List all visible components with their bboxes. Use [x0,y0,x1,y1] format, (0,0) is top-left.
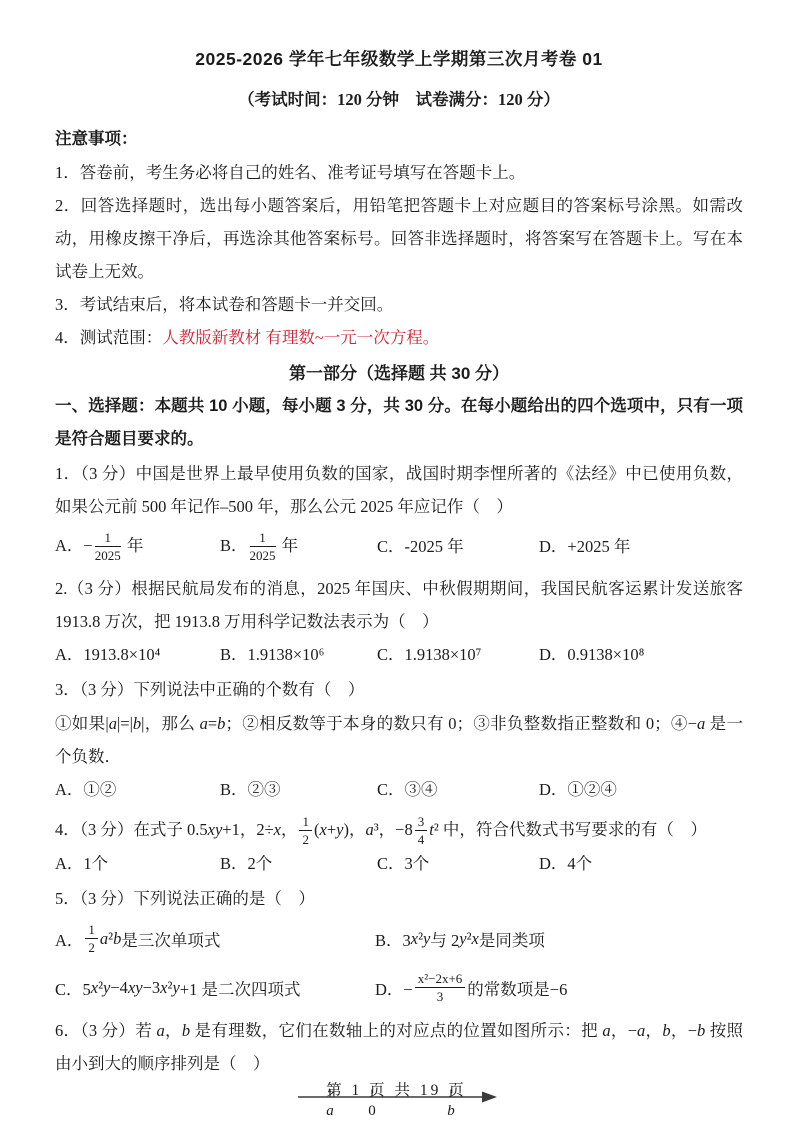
question-5-option-b: B．3 x ² y 与 2 y ² x 是同类项 [375,929,545,951]
question-6-stem: 6．（3 分）若 a，b 是有理数，它们在数轴上的对应点的位置如图所示：把 a，−a，b，−b 按照由小到大的顺序排列是（ ） [55,1020,744,1073]
question-4-option-a: A．1个 [55,853,109,873]
notice-item-2: 2．回答选择题时，选出每小题答案后，用铅笔把答题卡上对应题目的答案标号涂黑。如需改动，用橡皮擦干净后，再选涂其他答案标号。回答非选择题时，将答案写在答题卡上。写在本试卷上无效。 [55,196,743,281]
number-line-label-a: a [326,1102,334,1119]
test-scope-highlight: 人教版新教材 有理数~一元一次方程。 [162,328,440,347]
question-3-option-a: A．①② [55,780,117,799]
question-3-stem: 3．（3 分）下列说法中正确的个数有（ ） [55,680,365,699]
notice-item-1: 1．答卷前，考生务必将自己的姓名、准考证号填写在答题卡上。 [55,163,526,182]
question-4-option-d: D．4个 [539,853,593,873]
question-4-options [55,847,743,881]
notice-heading: 注意事项： [55,130,138,148]
notice-item-4-prefix: 4．测试范围： [55,328,163,347]
question-3-options [55,773,743,807]
question-1-stem: 1．（3 分）中国是世界上最早使用负数的国家，战国时期李悝所著的《法经》中已使用负数，如果公元前 500 年记作–500 年，那么公元 2025 年应记作（ ） [55,464,743,516]
question-1-options [55,523,743,571]
question-2-option-a: A．1913.8×10⁴ [55,645,161,664]
question-5-option-c: C．5 x ² y −4 xy −3 x ² y +1 是二次四项式 [55,978,301,1000]
question-4-stem: 4．（3 分）在式子 0.5xy+1，2÷x， $\frac{1}{2}$ (x+y)，a³，−8 $\frac{3}{4}$ t² 中，符合代数式书写要求的有（ ） [55,813,707,847]
question-1-option-d: D．+2025 年 [539,537,631,556]
question-5-options [55,915,743,1013]
question-2-options [55,638,743,672]
question-3-claims: ①如果|a|=|b|，那么 a=b；②相反数等于本身的数只有 0；③非负整数指正整数和 0；④−a 是一个负数． [55,714,743,766]
question-2-option-b: B．1.9138×10⁶ [220,645,325,664]
question-1-option-c: C．-2025 年 [377,537,464,556]
question-2-stem: 2.（3 分）根据民航局发布的消息，2025 年国庆、中秋假期期间，我国民航客运累计发送旅客 1913.8 万次，把 1913.8 万用科学记数法表示为（ ） [55,579,743,631]
exam-subtitle: （考试时间：120 分钟 试卷满分：120 分） [238,90,560,109]
question-5-option-a: A． $\frac{1}{2}$ a ² b 是三次单项式 [55,921,221,955]
question-1-option-a: A．− $\frac{1}{2025}$ 年 [55,529,144,563]
question-4-option-c: C．3个 [377,853,430,873]
question-3-option-d: D．①②④ [539,780,617,799]
number-line-label-b: b [447,1102,455,1119]
question-5-stem: 5．（3 分）下列说法正确的是（ ） [55,888,315,908]
question-4-option-b: B．2个 [220,853,273,873]
question-2-option-c: C．1.9138×10⁷ [377,645,482,664]
page-title: 2025-2026 学年七年级数学上学期第三次月考卷 01 [195,49,603,69]
question-2-option-d: D．0.9138×10⁸ [539,645,645,664]
question-1-option-b: B． $\frac{1}{2025}$ 年 [220,529,299,563]
notice-item-3: 3．考试结束后，将本试卷和答题卡一并交回。 [55,295,394,314]
notice-item-4 [55,321,743,354]
section-1-intro: 一、选择题：本题共 10 小题，每小题 3 分，共 30 分。在每小题给出的四个选项中，只有一项是符合题目要求的。 [55,397,743,448]
question-3-option-b: B．②③ [220,780,281,799]
number-line-label-zero: 0 [368,1102,376,1119]
page-footer: 第 1 页 共 19 页 [326,1082,467,1099]
question-3-option-c: C．③④ [377,780,438,799]
section-1-heading: 第一部分（选择题 共 30 分） [288,364,510,383]
question-5-option-d: D．− $\frac{\text{x²−2x+6}}{3}$ 的常数项是−6 [375,970,568,1004]
